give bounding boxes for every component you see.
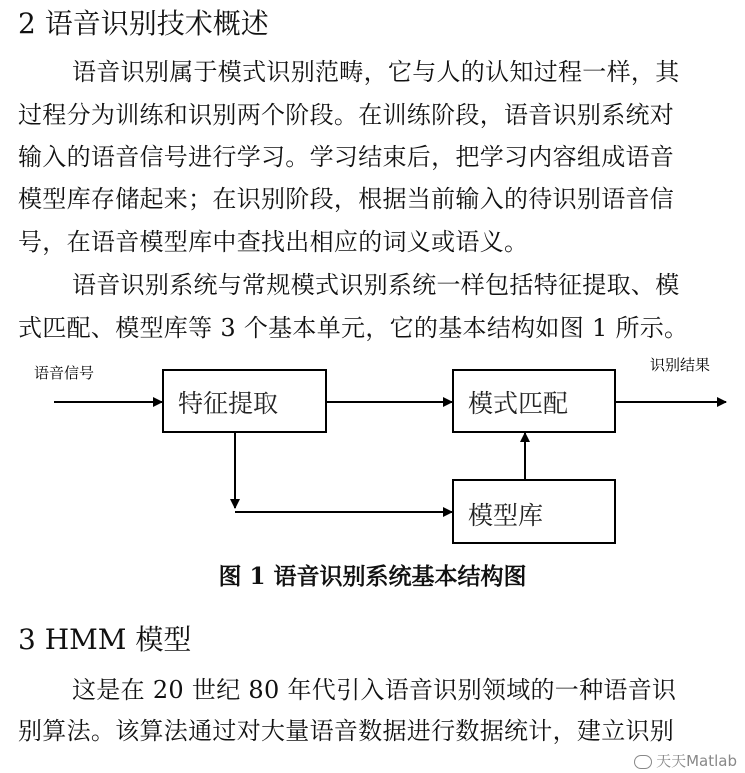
paragraph-line: 过程分为训练和识别两个阶段。在训练阶段，语音识别系统对 <box>18 101 675 129</box>
input-label: 语音信号 <box>34 364 95 382</box>
feature-extraction-label: 特征提取 <box>178 389 279 418</box>
paragraph-line: 这是在 20 世纪 80 年代引入语音识别领域的一种语音识 <box>72 676 677 704</box>
model-library-label: 模型库 <box>468 501 544 530</box>
pattern-matching-label: 模式匹配 <box>468 389 569 418</box>
wechat-icon <box>634 755 652 769</box>
paragraph-line: 式匹配、模型库等 3 个基本单元，它的基本结构如图 1 所示。 <box>18 314 689 342</box>
output-label: 识别结果 <box>650 356 711 374</box>
section-2-heading: 2 语音识别技术概述 <box>18 7 269 40</box>
section-3-heading: 3 HMM 模型 <box>18 623 192 656</box>
paragraph-line: 语音识别属于模式识别范畴，它与人的认知过程一样，其 <box>72 58 680 86</box>
watermark-text: 天天Matlab <box>656 752 737 770</box>
paragraph-line: 号，在语音模型库中查找出相应的词义或语义。 <box>18 228 529 256</box>
paragraph-line: 模型库存储起来；在识别阶段，根据当前输入的待识别语音信 <box>18 185 675 213</box>
paragraph-line: 输入的语音信号进行学习。学习结束后，把学习内容组成语音 <box>18 143 675 171</box>
paragraph-line: 别算法。该算法通过对大量语音数据进行数据统计，建立识别 <box>18 717 675 745</box>
figure-caption: 图 1 语音识别系统基本结构图 <box>218 563 527 590</box>
system-structure-diagram <box>0 350 745 550</box>
paragraph-line: 语音识别系统与常规模式识别系统一样包括特征提取、模 <box>72 271 680 299</box>
watermark <box>634 752 737 770</box>
